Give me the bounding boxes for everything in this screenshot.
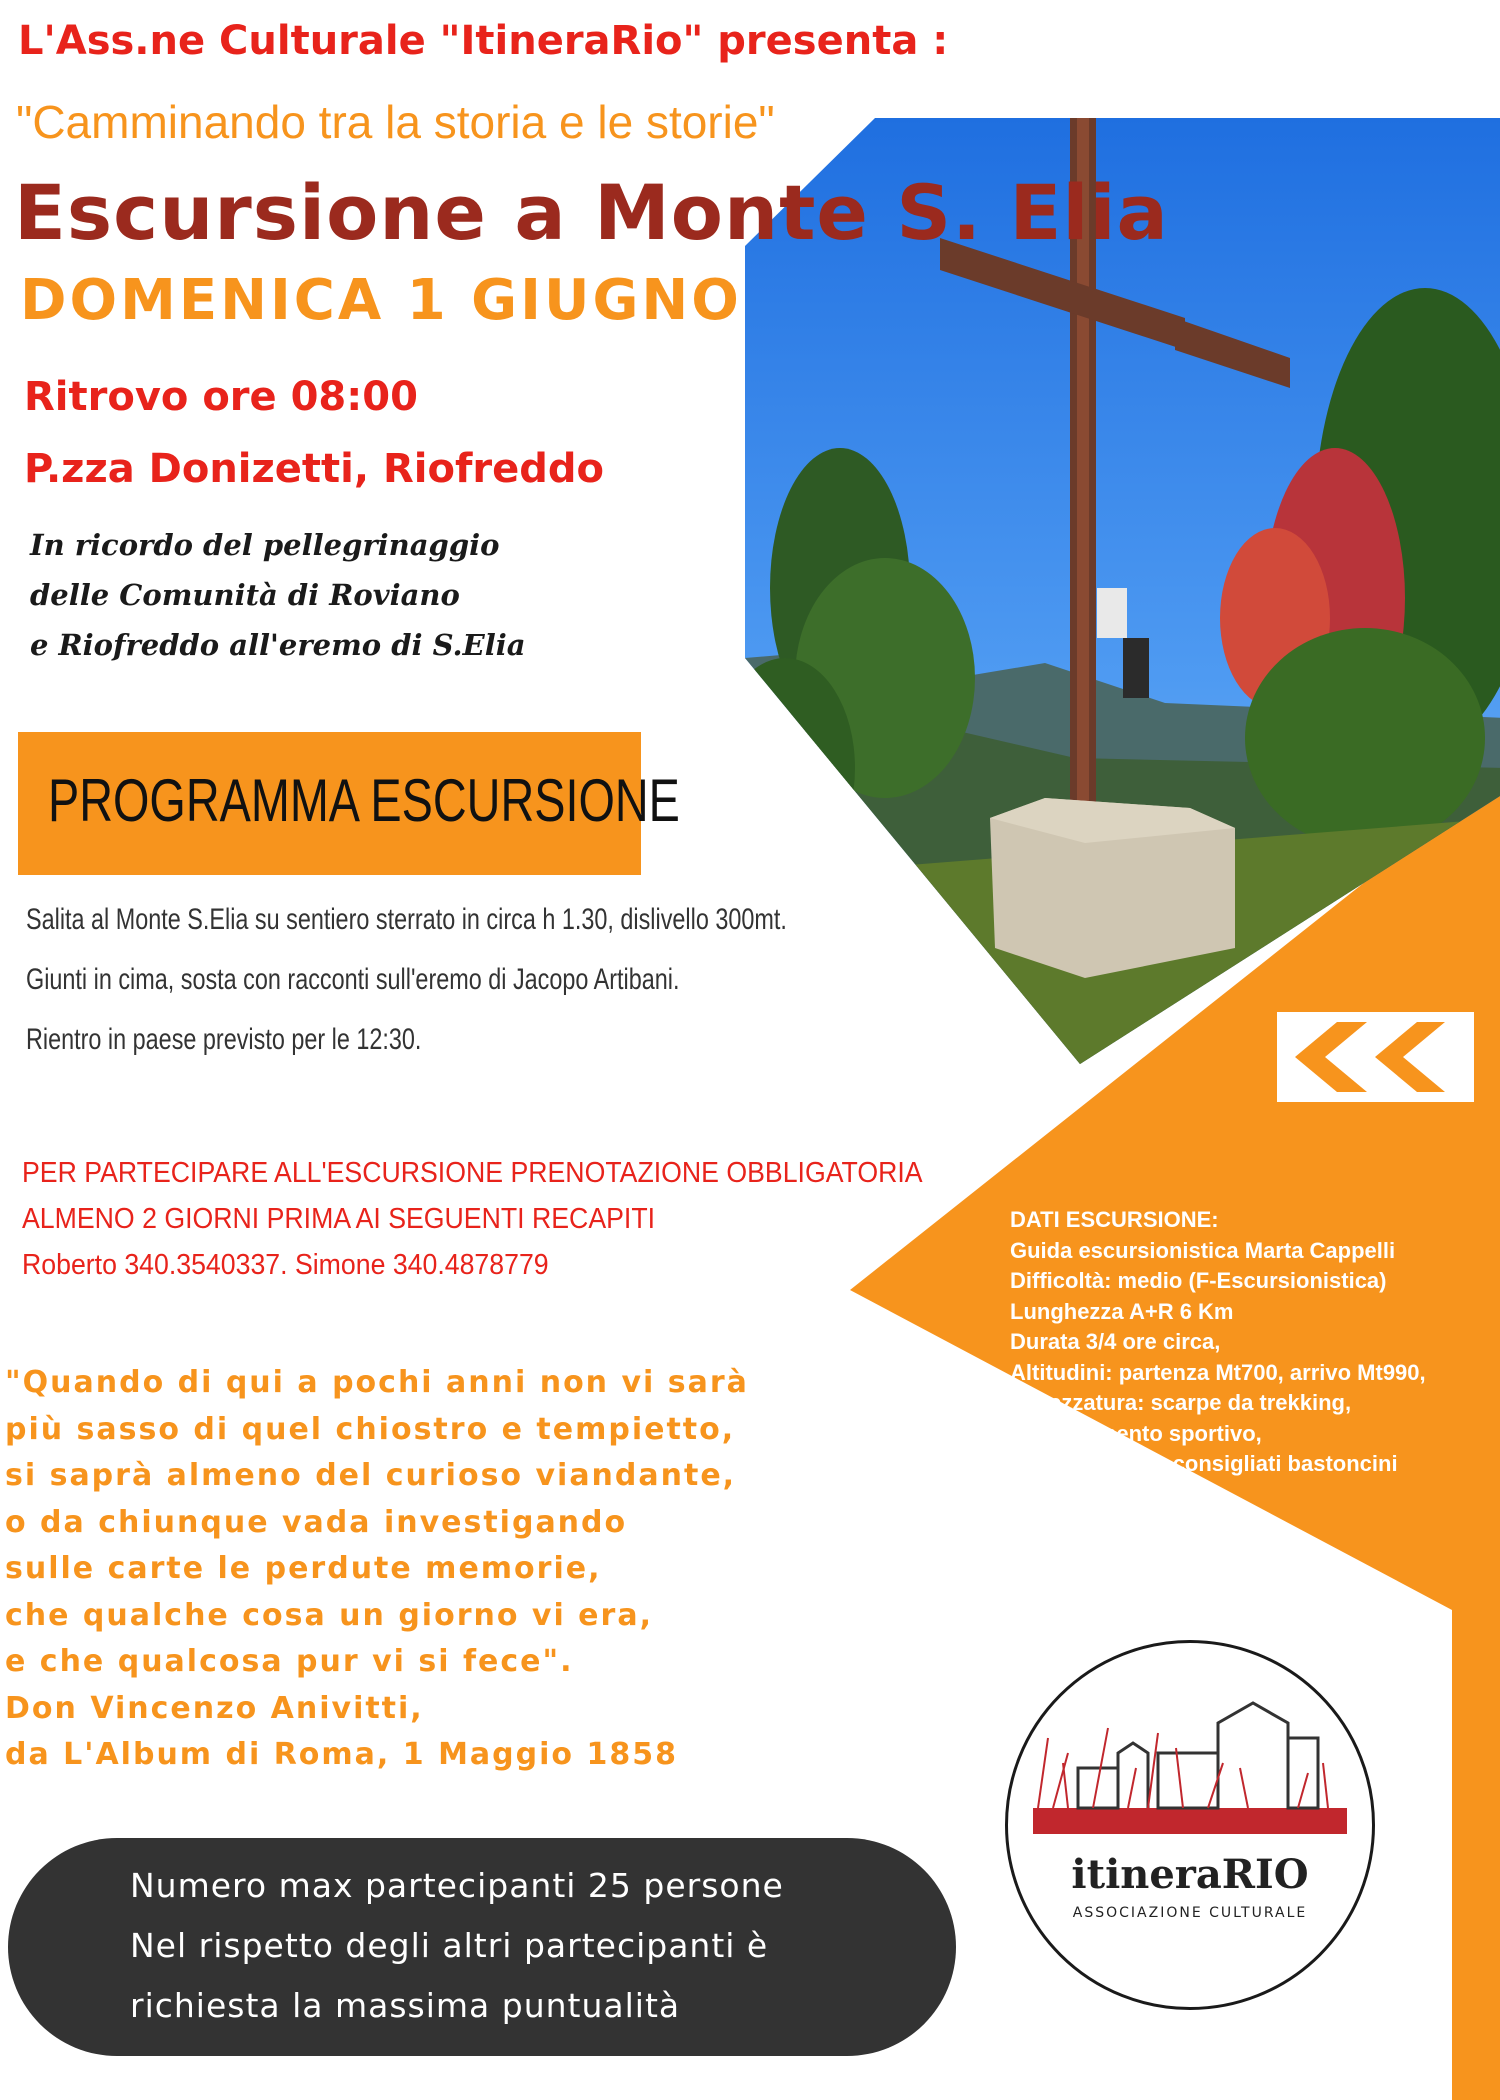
quote-line: che qualche cosa un giorno vi era,: [5, 1597, 653, 1633]
notice-line: Nel rispetto degli altri partecipanti è: [130, 1926, 769, 1965]
excursion-data-line: Altitudini: partenza Mt700, arrivo Mt990,: [1010, 1359, 1426, 1385]
subtitle: "Camminando tra la storia e le storie": [16, 96, 775, 148]
booking-contacts: Roberto 340.3540337. Simone 340.4878779: [22, 1249, 549, 1281]
program-heading: PROGRAMMA ESCURSIONE: [48, 767, 680, 834]
event-date: DOMENICA 1 GIUGNO: [20, 268, 742, 333]
program-heading-box: [18, 732, 680, 875]
quote-author: Don Vincenzo Anivitti,: [5, 1690, 424, 1726]
excursion-data-line: Lunghezza A+R 6 Km: [1010, 1298, 1234, 1324]
memory-line: e Riofreddo all'eremo di S.Elia: [30, 628, 526, 662]
program-line: Salita al Monte S.Elia su sentiero sterrato in circa h 1.30, dislivello 300mt.: [26, 903, 787, 936]
double-chevron-left-icon: [1277, 1012, 1474, 1102]
association-logo: [1005, 1640, 1375, 2010]
quote-line: sulle carte le perdute memorie,: [5, 1551, 602, 1586]
presenter-line: L'Ass.ne Culturale "ItineraRio" presenta :: [18, 18, 949, 64]
page-title: Escursione a Monte S. Elia: [14, 168, 1169, 257]
logo-name: itineraRIO: [1071, 1851, 1309, 1898]
logo-subtitle: ASSOCIAZIONE CULTURALE: [1072, 1905, 1308, 1921]
excursion-data-line: Guida escursionistica Marta Cappelli: [1010, 1237, 1396, 1263]
quote-line: o da chiunque vada investigando: [5, 1504, 628, 1540]
excursion-data-line: DATI ESCURSIONE:: [1010, 1207, 1219, 1232]
program-line: Rientro in paese previsto per le 12:30.: [26, 1023, 422, 1056]
quote-block: [5, 1360, 749, 1779]
memory-line: In ricordo del pellegrinaggio: [30, 528, 500, 562]
notice-text: [130, 1856, 784, 2036]
village-illustration: [1008, 1643, 1372, 2007]
meeting-time: Ritrovo ore 08:00: [24, 374, 418, 420]
program-line: Giunti in cima, sosta con racconti sull'eremo di Jacopo Artibani.: [26, 963, 680, 996]
notice-line: Numero max partecipanti 25 persone: [130, 1866, 784, 1905]
quote-line: "Quando di qui a pochi anni non vi sarà: [5, 1365, 749, 1400]
quote-line: più sasso di quel chiostro e tempietto,: [5, 1411, 736, 1447]
booking-line: ALMENO 2 GIORNI PRIMA AI SEGUENTI RECAPITI: [22, 1203, 656, 1235]
memory-line: delle Comunità di Roviano: [30, 578, 460, 612]
quote-line: e che qualcosa pur vi si fece".: [5, 1644, 574, 1679]
excursion-data-line: Attrezzatura: scarpe da trekking,: [1010, 1390, 1352, 1415]
booking-line: PER PARTECIPARE ALL'ESCURSIONE PRENOTAZIONE OBBLIGATORIA: [22, 1157, 923, 1189]
booking-info: [22, 1150, 1001, 1288]
excursion-data-line: Difficoltà: medio (F-Escursionistica): [1010, 1268, 1387, 1293]
program-details: [26, 890, 1001, 1070]
excursion-data-line: acqua e snack, consigliati bastoncini: [1010, 1451, 1398, 1476]
excursion-data-line: Abbigliamento sportivo,: [1010, 1420, 1262, 1446]
excursion-data: [1010, 1205, 1426, 1480]
notice-line: richiesta la massima puntualità: [130, 1986, 681, 2025]
quote-line: si saprà almeno del curioso viandante,: [5, 1458, 737, 1493]
meeting-place: P.zza Donizetti, Riofreddo: [24, 446, 604, 492]
quote-source: da L'Album di Roma, 1 Maggio 1858: [5, 1737, 678, 1772]
excursion-data-line: Durata 3/4 ore circa,: [1010, 1329, 1221, 1354]
memory-text: [30, 520, 526, 670]
